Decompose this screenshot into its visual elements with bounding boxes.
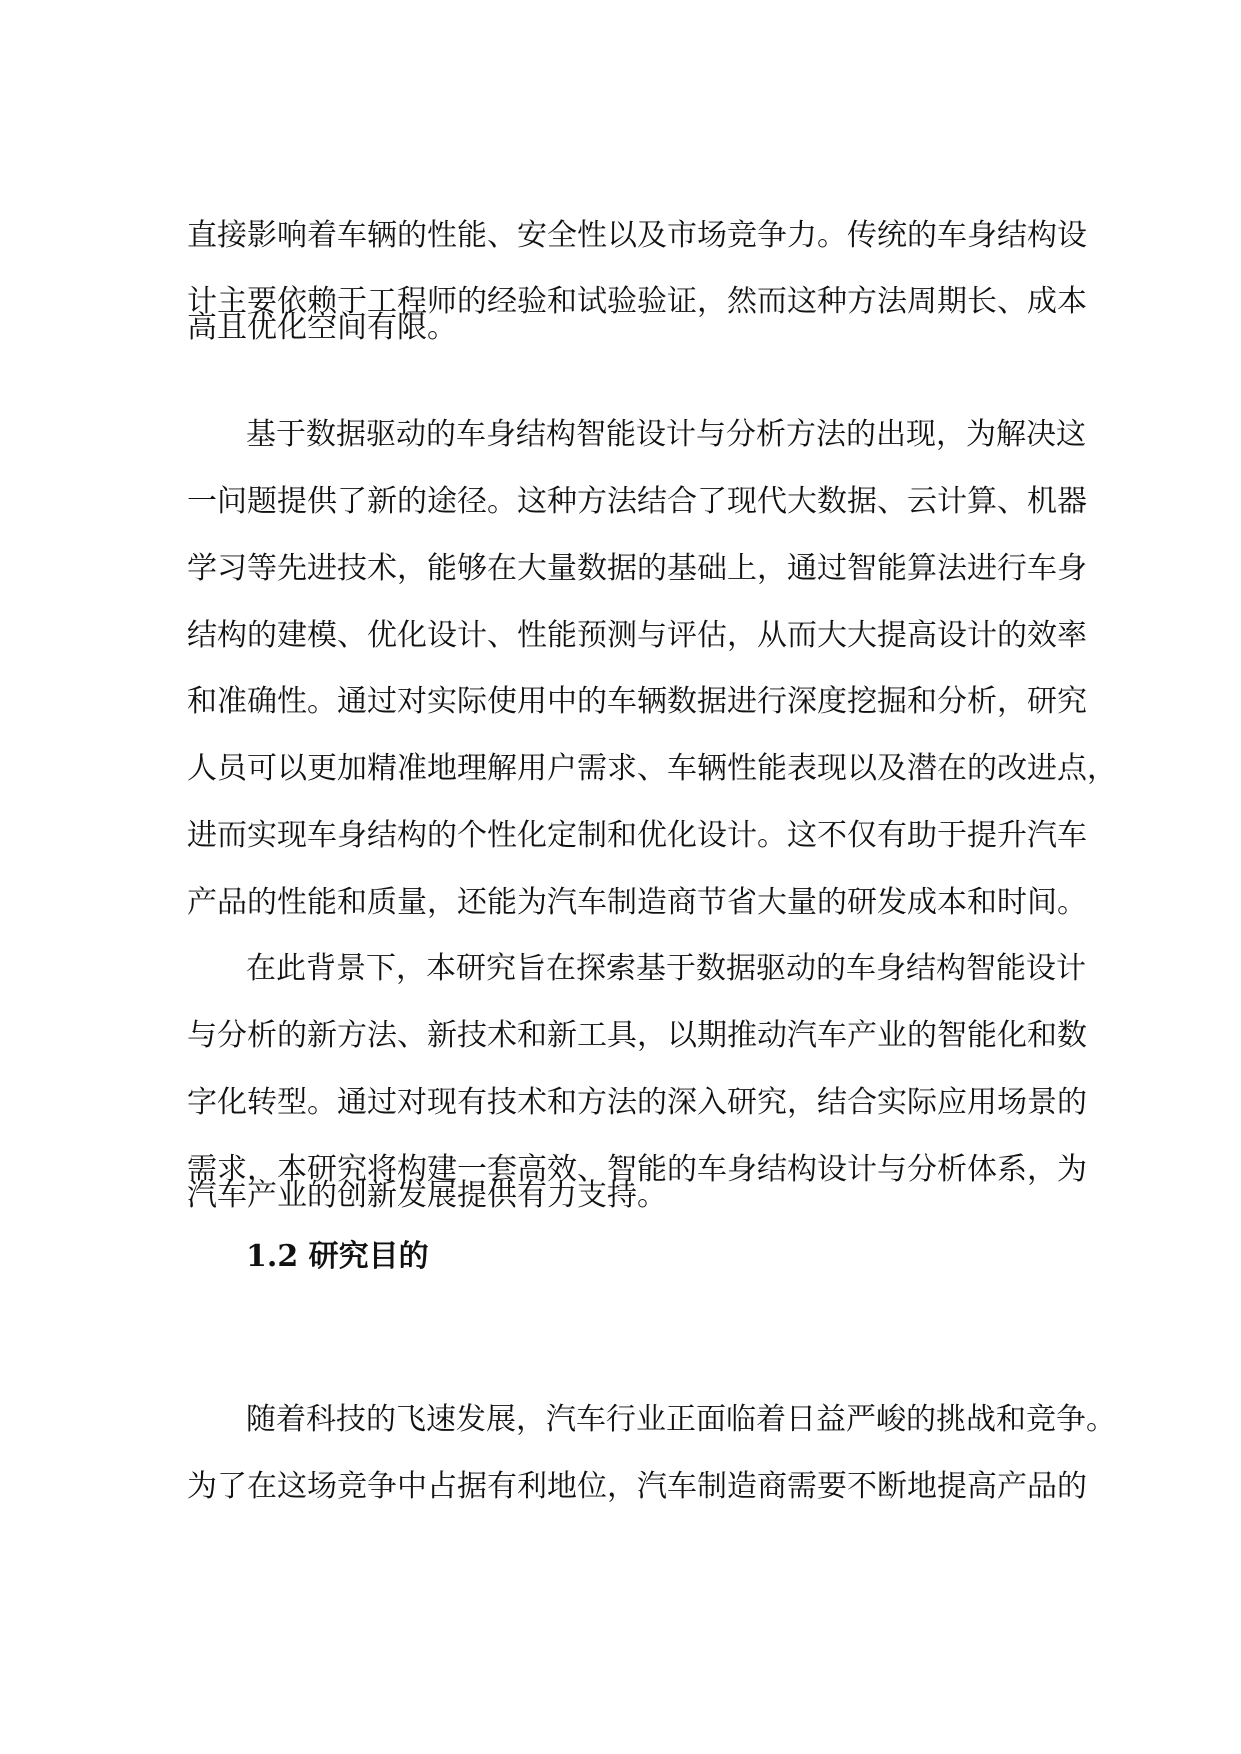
text-line-content: 进而实现车身结构的个性化定制和优化设计。这不仅有助于提升汽车: [187, 818, 1087, 853]
text-line: [0, 202, 1241, 319]
text-line-content: 在此背景下，本研究旨在探索基于数据驱动的车身结构智能设计: [246, 951, 1086, 986]
text-line-content: 与分析的新方法、新技术和新工具，以期推动汽车产业的智能化和数: [187, 1018, 1087, 1053]
text-line-content: 人员可以更加精准地理解用户需求、车辆性能表现以及潜在的改进点，: [187, 751, 1117, 786]
text-line: [0, 1070, 1241, 1187]
text-line: [0, 1003, 1241, 1120]
text-line-content: 为了在这场竞争中占据有利地位，汽车制造商需要不断地提高产品的: [187, 1469, 1087, 1504]
text-line-content: 随着科技的飞速发展，汽车行业正面临着日益严峻的挑战和竞争。: [246, 1402, 1116, 1437]
text-line-content: 和准确性。通过对实际使用中的车辆数据进行深度挖掘和分析，研究: [187, 684, 1087, 719]
text-line-content: 需求，本研究将构建一套高效、智能的车身结构设计与分析体系，为: [187, 1152, 1087, 1187]
text-line: [0, 536, 1241, 653]
text-line-content: 直接影响着车辆的性能、安全性以及市场竞争力。传统的车身结构设: [187, 218, 1087, 253]
text-line: [0, 1136, 1241, 1213]
text-line-content: 基于数据驱动的车身结构智能设计与分析方法的出现，为解决这: [246, 417, 1086, 452]
text-line: [0, 869, 1241, 986]
text-line-content: 一问题提供了新的途径。这种方法结合了现代大数据、云计算、机器: [187, 484, 1087, 519]
text-line: [0, 335, 1241, 452]
text-line: [0, 803, 1241, 920]
text-line: [0, 402, 1241, 519]
text-line: [0, 136, 1241, 253]
text-line: [0, 1320, 1241, 1437]
text-line-content: 字化转型。通过对现有技术和方法的深入研究，结合实际应用场景的: [187, 1085, 1087, 1120]
text-line: [0, 469, 1241, 586]
text-line: [0, 602, 1241, 719]
text-line: [0, 936, 1241, 1053]
text-line: [0, 669, 1241, 786]
text-line-content: 计主要依赖于工程师的经验和试验验证，然而这种方法周期长、成本: [187, 284, 1087, 319]
text-line-content: 产品的性能和质量，还能为汽车制造商节省大量的研发成本和时间。: [187, 885, 1087, 920]
text-line: [0, 1387, 1241, 1504]
text-line-content: 结构的建模、优化设计、性能预测与评估，从而大大提高设计的效率: [187, 618, 1087, 653]
text-line: [0, 736, 1241, 853]
text-line: [0, 268, 1241, 345]
text-line-content: 学习等先进技术，能够在大量数据的基础上，通过智能算法进行车身: [187, 551, 1087, 586]
text-line-content: 高且优化空间有限。: [187, 310, 457, 345]
section-heading: 1.2 研究目的: [246, 1239, 429, 1274]
text-line-content: 汽车产业的创新发展提供有力支持。: [187, 1178, 667, 1213]
